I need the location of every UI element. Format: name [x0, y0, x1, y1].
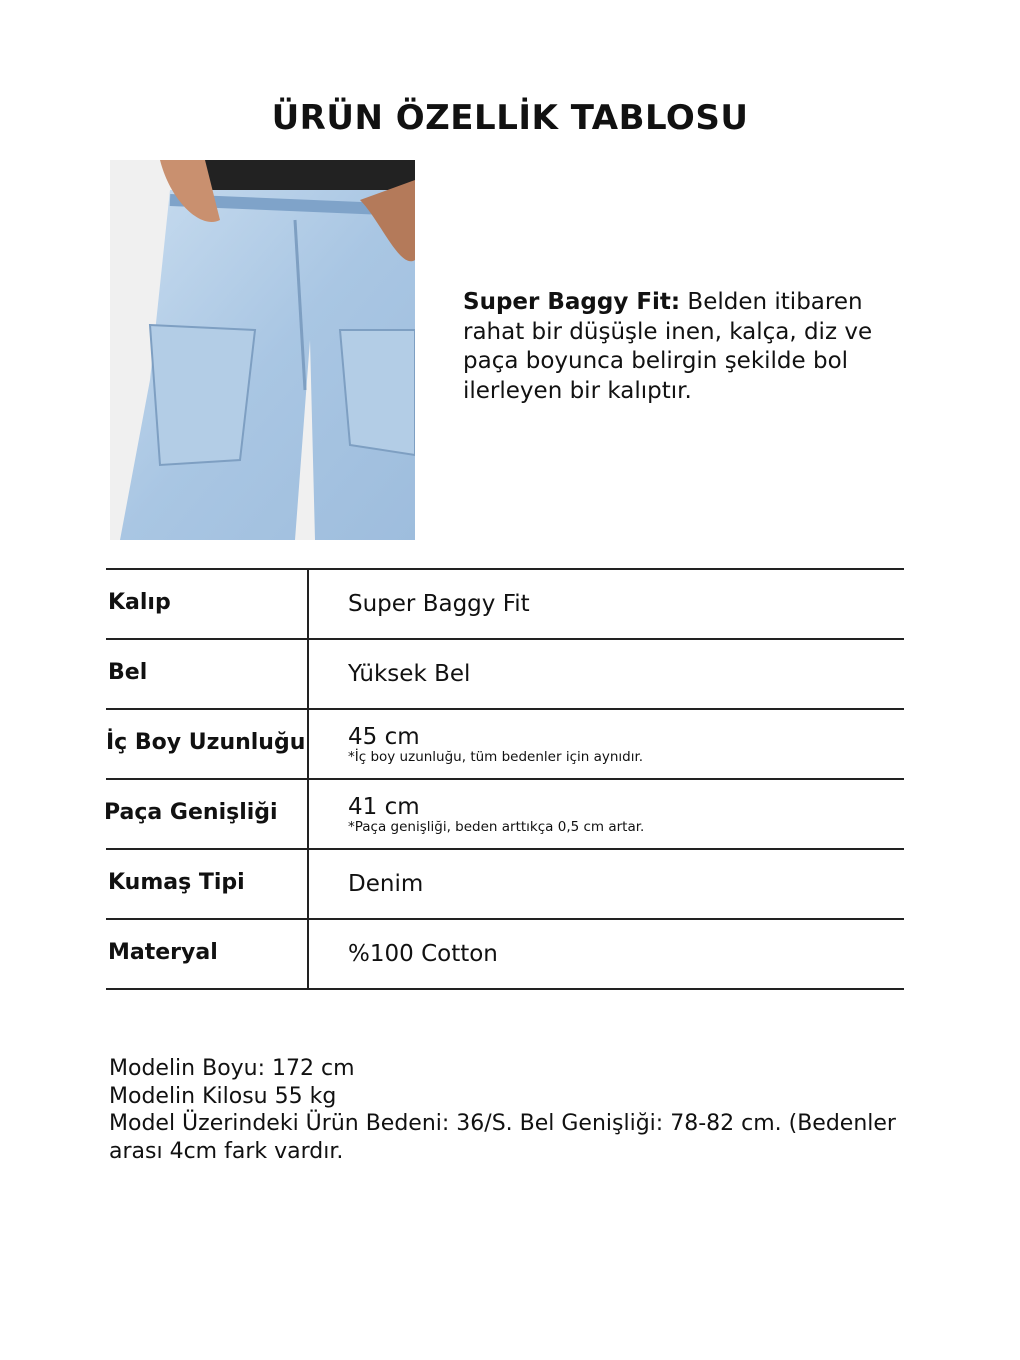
table-row	[106, 848, 904, 918]
row-label: Paça Genişliği	[104, 800, 278, 825]
fit-description	[463, 288, 923, 406]
product-photo	[110, 160, 415, 540]
row-note: *İç boy uzunluğu, tüm bedenler için aynıdır.	[348, 749, 644, 765]
table-row	[106, 638, 904, 708]
row-label: İç Boy Uzunluğu	[106, 730, 306, 755]
row-value-block	[348, 794, 644, 835]
row-label: Bel	[108, 660, 148, 685]
table-row	[106, 918, 904, 990]
row-note: *Paça genişliği, beden arttıkça 0,5 cm artar.	[348, 819, 645, 835]
model-weight: Modelin Kilosu 55 kg	[109, 1083, 337, 1109]
table-row	[106, 568, 904, 638]
fit-description-label: Super Baggy Fit:	[463, 289, 681, 315]
page-title: ÜRÜN ÖZELLİK TABLOSU	[271, 98, 749, 138]
row-label: Kumaş Tipi	[108, 870, 245, 895]
model-size: Model Üzerindeki Ürün Bedeni: 36/S. Bel Genişliği: 78-82 cm. (Bedenler arası 4cm fark vardır.	[109, 1111, 896, 1164]
table-row	[106, 708, 904, 778]
table-row	[106, 778, 904, 848]
fit-description-text: Belden itibaren rahat bir düşüşle inen, kalça, diz ve paça boyunca belirgin şekilde bol ilerleyen bir kalıptır.	[463, 289, 873, 404]
row-value: %100 Cotton	[348, 941, 498, 967]
row-value: 45 cm	[348, 724, 420, 750]
model-info	[109, 1055, 909, 1165]
row-label: Materyal	[108, 940, 218, 965]
row-value-block	[348, 724, 643, 765]
row-value: 41 cm	[348, 794, 420, 820]
row-value: Super Baggy Fit	[348, 591, 530, 617]
row-label: Kalıp	[108, 590, 171, 615]
row-value: Denim	[348, 871, 424, 897]
model-height: Modelin Boyu: 172 cm	[109, 1056, 355, 1081]
row-value: Yüksek Bel	[348, 661, 471, 687]
spec-table	[106, 568, 904, 990]
